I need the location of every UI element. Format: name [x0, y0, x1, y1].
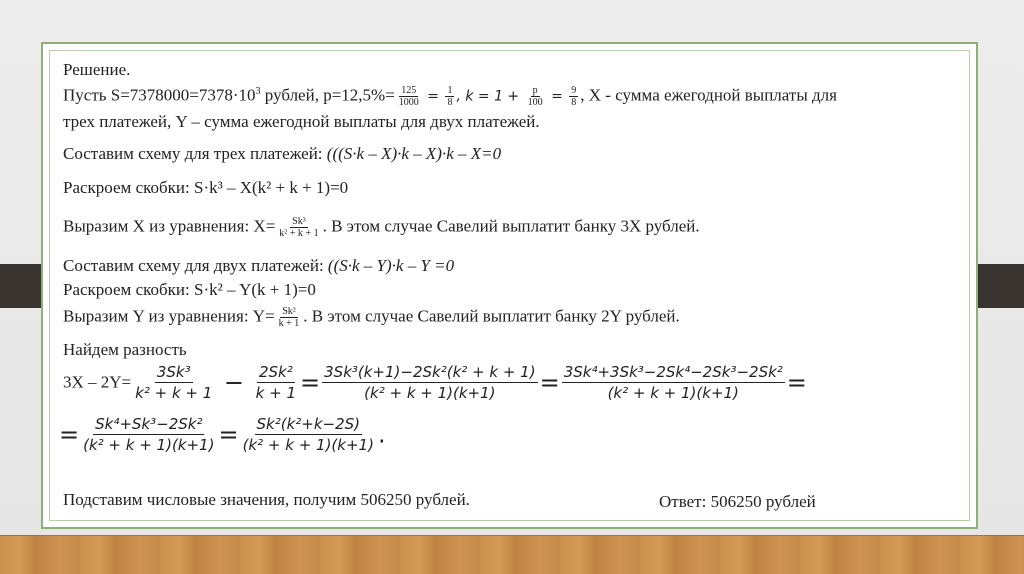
- line-definitions: трех платежей, Y – сумма ежегодной выплаты для двух платежей.: [63, 112, 540, 131]
- line-given: Пусть $S=7378000=7378\cdot 10^3$ рублей, p=12,5%= $\frac{125}{1000}$ = $\frac{1}{8}$ , k = 1 + $\frac{p}{100}$ = $\frac{9}{8}$ , X - сумма ежегодной выплаты для: [63, 85, 837, 109]
- line-expand-three: Раскроем скобки: S·k³ – X(k² + k + 1)=0: [63, 178, 349, 197]
- eq-frac-3: $\frac{\text{3Sk³(k+1)−2Sk²(k² + k + 1)}}{\text{(k² + k + 1)(k+1)}}$: [324, 363, 536, 402]
- fraction-p-100: $\frac{p}{100}$: [527, 85, 543, 109]
- fraction-125-1000: $\frac{125}{1000}$: [398, 85, 419, 109]
- fraction-1-8: $\frac{1}{8}$: [447, 85, 453, 109]
- fraction-9-8: $\frac{9}{8}$: [571, 85, 577, 109]
- fraction-x: $\frac{\text{Sk³}}{\text{k² + k + 1}}$: [279, 216, 319, 239]
- eq-frac-4: $\frac{\text{3Sk⁴+3Sk³−2Sk⁴−2Sk³−2Sk²}}{\text{(k² + k + 1)(k+1)}}$: [563, 363, 783, 402]
- line-find-difference: Найдем разность: [63, 340, 187, 359]
- heading: Решение.: [63, 60, 131, 79]
- fraction-y: $\frac{\text{Sk²}}{k + 1}$: [278, 306, 300, 329]
- eq-frac-1: $\frac{\text{3Sk³}}{\text{k² + k + 1}}$: [135, 363, 213, 402]
- floor-background: [0, 535, 1024, 574]
- eq-frac-5: $\frac{\text{Sk⁴+Sk³−2Sk²}}{\text{(k² + k + 1)(k+1)}}$: [83, 415, 215, 454]
- line-expand-two: Раскроем скобки: S·k² – Y(k + 1)=0: [63, 280, 316, 299]
- equation-line-2: = $\frac{\text{Sk⁴+Sk³−2Sk²}}{\text{(k² + k + 1)(k+1)}}$ = $\frac{\text{Sk²(k²+k−2S)}}{\text{(k² + k + 1)(k+1)}}$ .: [59, 415, 386, 454]
- eq-frac-2: $\frac{\text{2Sk²}}{k + 1}$: [255, 363, 297, 402]
- result-line: Подставим числовые значения, получим 506250 рублей.: [63, 490, 470, 509]
- equation-line-1: 3X – 2Y= $\frac{\text{3Sk³}}{\text{k² + k + 1}}$ − $\frac{\text{2Sk²}}{k + 1}$ = $\frac{\text{3Sk³(k+1)−2Sk²(k² + k + 1)}}{\text{(k² + k + 1)(k+1)}}$ = $\frac{\text{3Sk⁴+3Sk³−2Sk⁴−2Sk³−2Sk²}}{\text{(k² + k + 1)(k+1)}}$ =: [63, 363, 807, 402]
- eq-frac-6: $\frac{\text{Sk²(k²+k−2S)}}{\text{(k² + k + 1)(k+1)}}$: [242, 415, 374, 454]
- line-express-y: Выразим Y из уравнения: Y= $\frac{\text{Sk²}}{k + 1}$ . В этом случае Савелий выплатит банку 2Y рублей.: [63, 306, 680, 329]
- line-scheme-two: Составим схему для двух платежей: ((S·k – Y)·k – Y =0: [63, 256, 455, 275]
- answer: Ответ: 506250 рублей: [659, 492, 816, 511]
- line-express-x: Выразим X из уравнения: X= $\frac{\text{Sk³}}{\text{k² + k + 1}}$ . В этом случае Савелий выплатит банку 3X рублей.: [63, 216, 700, 239]
- line-scheme-three: Составим схему для трех платежей: (((S·k – X)·k – X)·k – X=0: [63, 144, 502, 163]
- slide-frame: [41, 42, 978, 529]
